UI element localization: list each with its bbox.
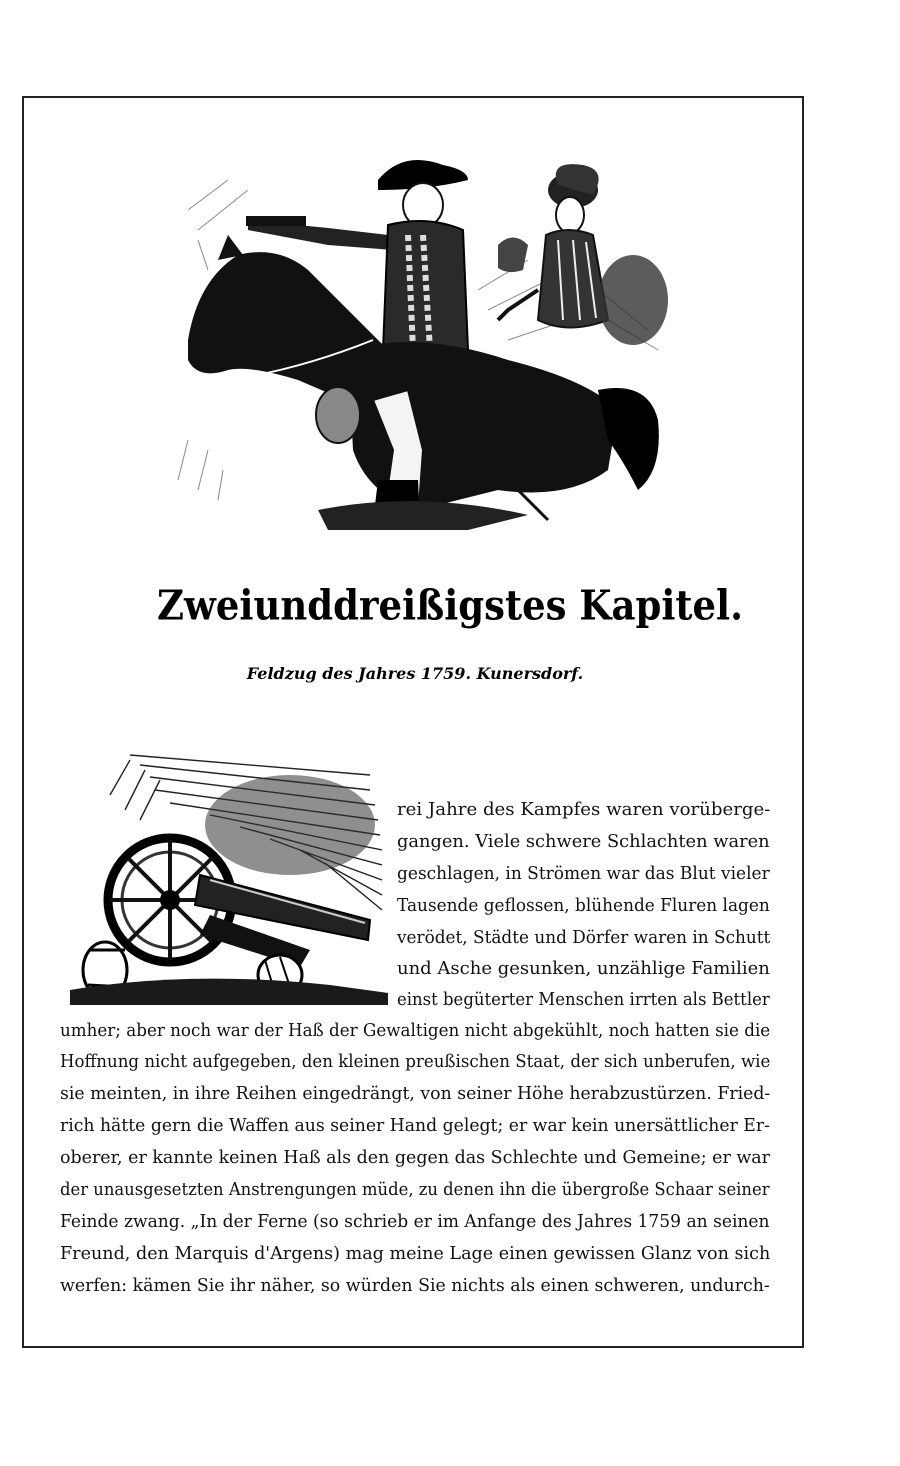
body-line-14: Feinde zwang. „In der Ferne (so schrieb er im Anfange des Jahres 1759 an seinen [60, 1211, 770, 1232]
body-line-7: einst begüterter Menschen irrten als Bettler [397, 989, 770, 1010]
body-line-8: umher; aber noch war der Haß der Gewaltigen nicht abgekühlt, noch hatten sie die [60, 1020, 771, 1041]
body-line-12: oberer, er kannte keinen Haß als den gegen das Schlechte und Gemeine; er war [60, 1147, 770, 1168]
body-line-13: der unausgesetzten Anstrengungen müde, zu denen ihn die übergroße Schaar seiner [60, 1179, 770, 1200]
body-line-15: Freund, den Marquis d'Argens) mag meine Lage einen gewissen Glanz von sich [60, 1243, 771, 1264]
body-line-11: rich hätte gern die Waffen aus seiner Hand gelegt; er war kein unersättlicher Er- [60, 1115, 770, 1136]
cannon-engraving-illustration [70, 735, 388, 1005]
body-line-3: geschlagen, in Strömen war das Blut vieler [397, 863, 770, 884]
body-line-4: Tausende geflossen, blühende Fluren lagen [397, 895, 770, 916]
body-line-10: sie meinten, in ihre Reihen eingedrängt, von seiner Höhe herabzustürzen. Fried- [60, 1083, 771, 1104]
body-line-6: und Asche gesunken, unzählige Familien [397, 958, 770, 979]
chapter-title: Zweiunddreißigstes Kapitel. [157, 580, 743, 630]
body-line-9: Hoffnung nicht aufgegeben, den kleinen preußischen Staat, der sich unberufen, wie [60, 1051, 771, 1072]
body-line-2: gangen. Viele schwere Schlachten waren [397, 831, 770, 852]
body-line-1: rei Jahre des Kampfes waren vorüberge- [397, 799, 771, 820]
rider-engraving-illustration [168, 150, 668, 530]
body-line-5: verödet, Städte und Dörfer waren in Schutt [397, 927, 771, 948]
body-line-16: werfen: kämen Sie ihr näher, so würden Sie nichts als einen schweren, undurch- [60, 1275, 770, 1296]
chapter-subtitle: Feldzug des Jahres 1759. Kunersdorf. [246, 664, 584, 683]
